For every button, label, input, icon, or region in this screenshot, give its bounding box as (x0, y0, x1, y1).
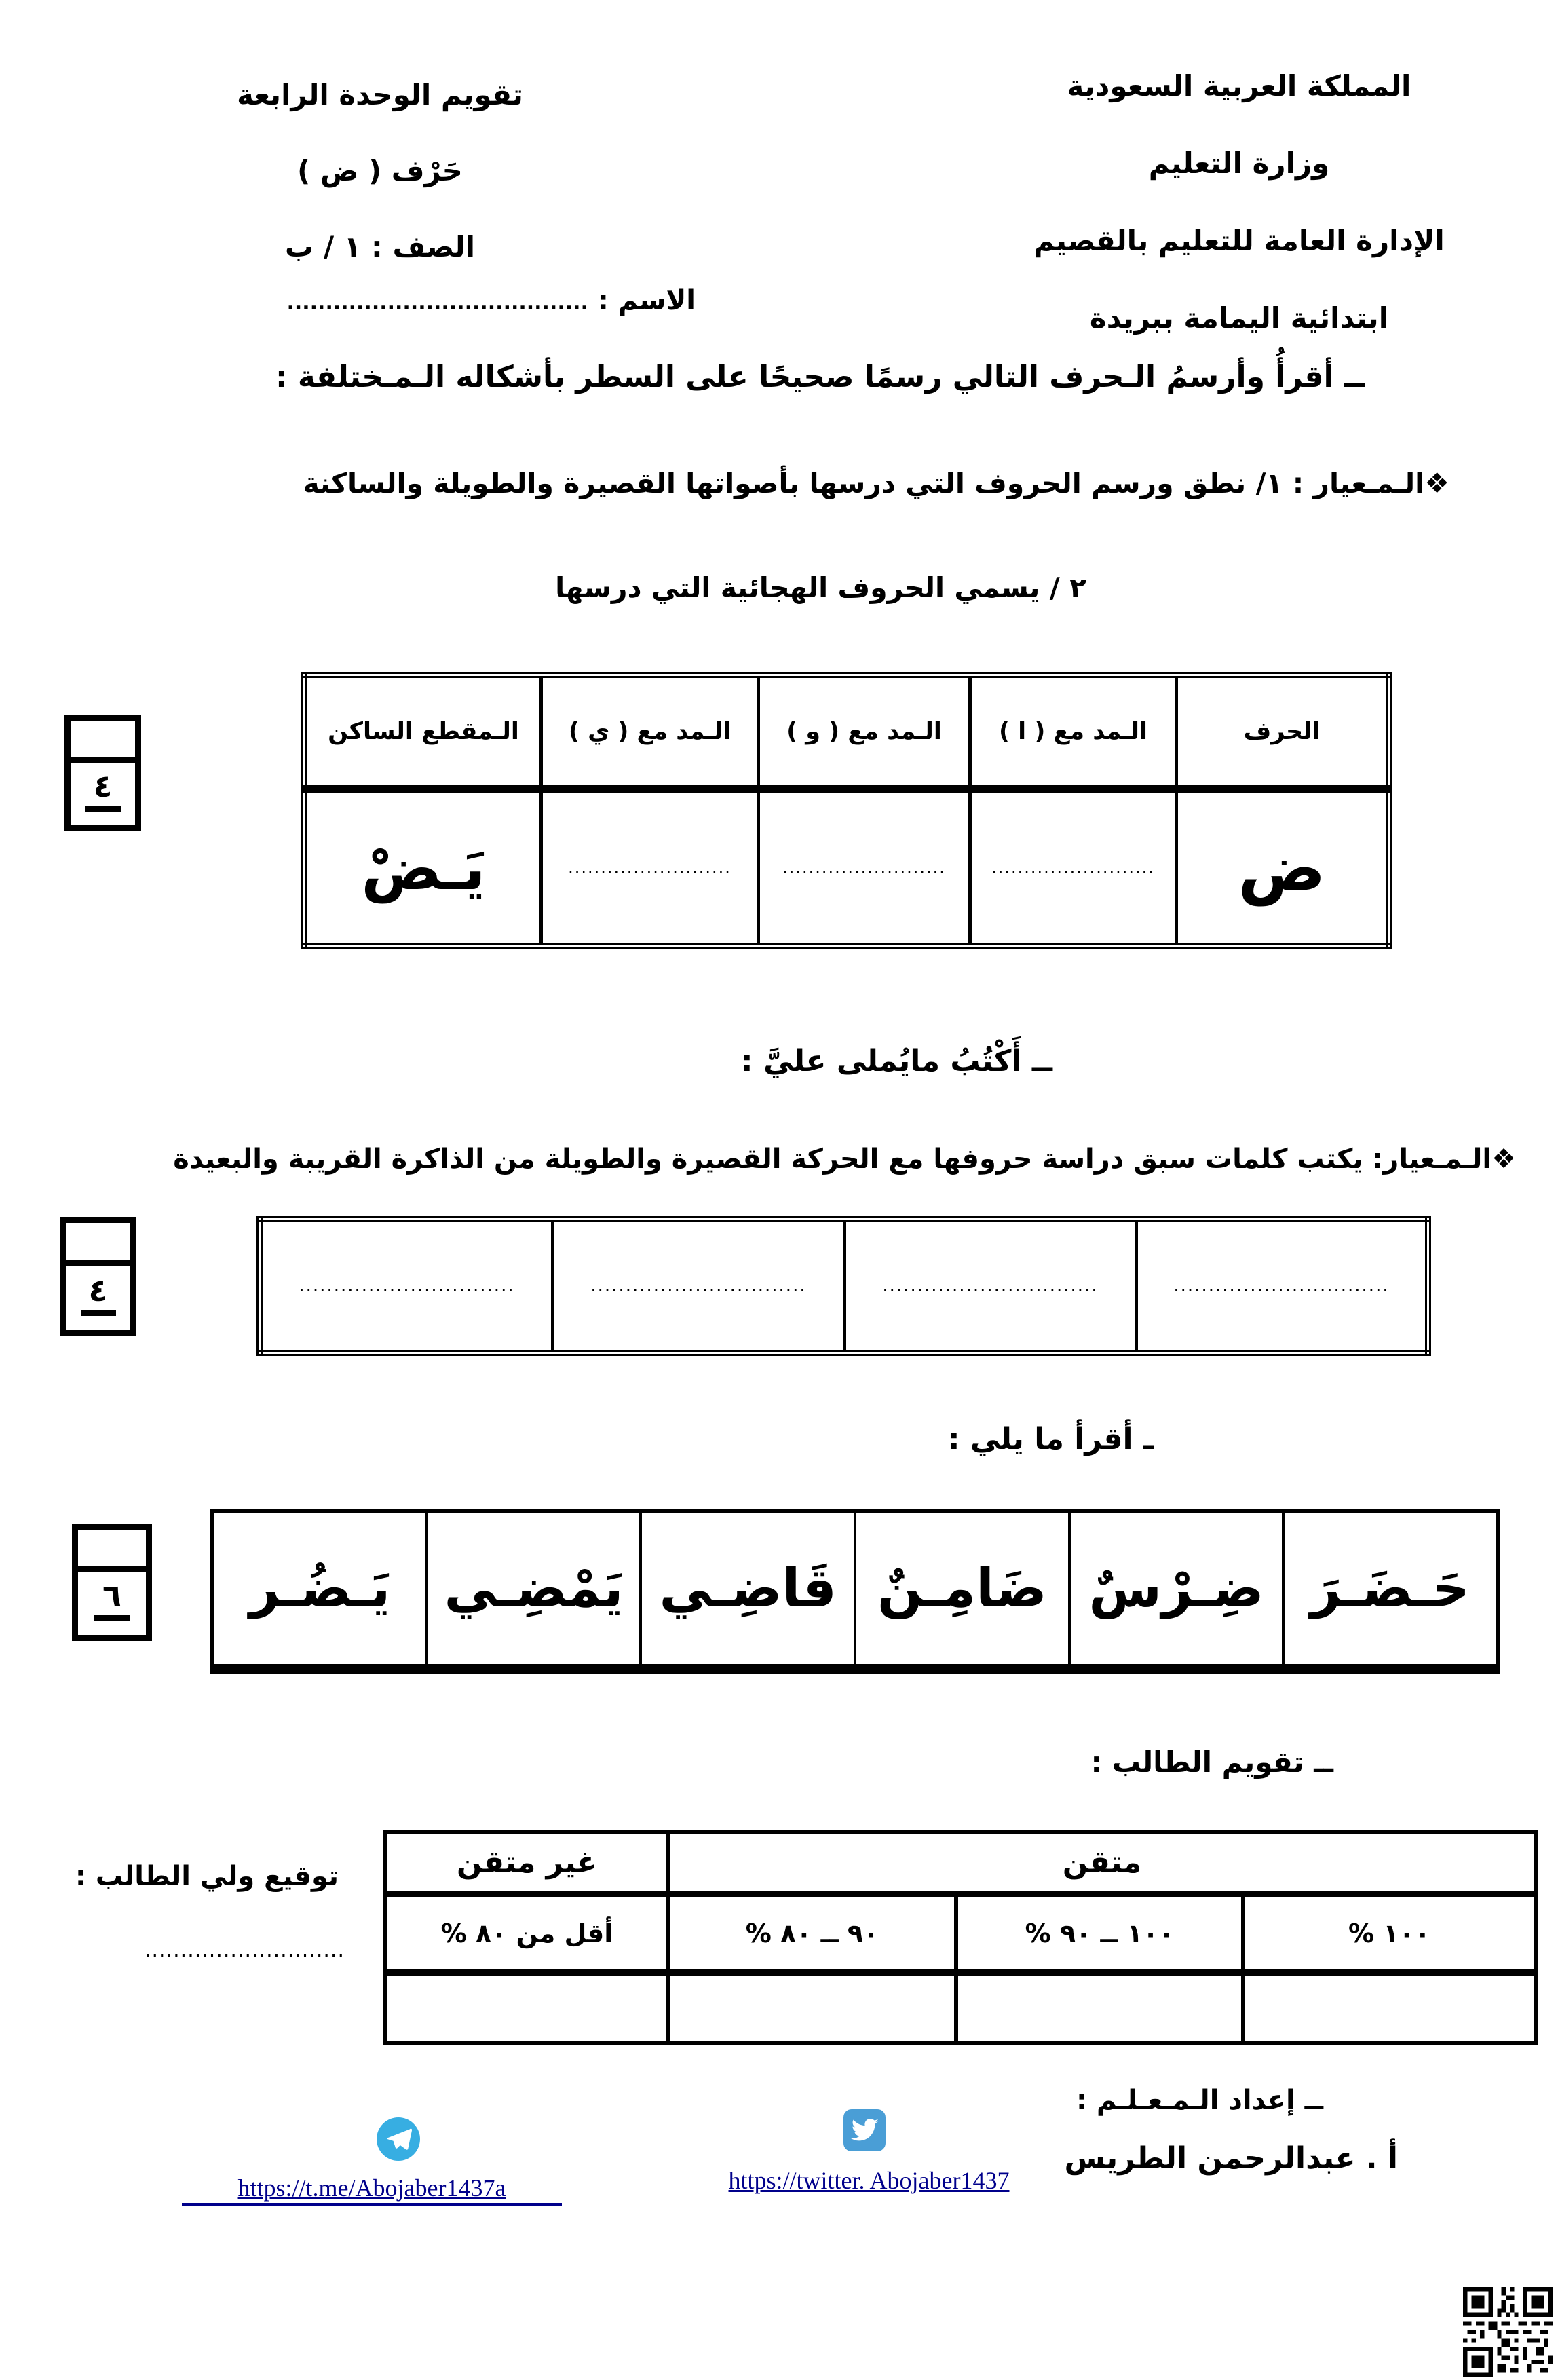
letter-forms-data-row (305, 789, 1389, 946)
twitter-icon[interactable] (843, 2109, 886, 2151)
twitter-bird-icon (850, 2115, 879, 2145)
task2-score-box (60, 1217, 136, 1336)
col-header-letter: الحرف (1177, 675, 1389, 789)
task2-score-empty-cell (66, 1223, 130, 1266)
col-header-madd-waw: الـمد مع ( و ) (759, 675, 970, 789)
unit-title: تقويم الوحدة الرابعة (237, 78, 523, 111)
task2-standard: ❖الـمـعيار: يكتب كلمات سبق دراسة حروفها مع الحركة القصيرة والطويلة من الذاكرة القريبة والبعيدة (173, 1144, 1516, 1175)
reading-word-2: ضِـرْسٌ (1069, 1511, 1284, 1669)
evaluation-ranges-row (385, 1894, 1536, 1972)
task2-instruction: ــ أَكْتُبُ مايُملى عليَّ : (741, 1044, 1052, 1078)
letter-title: حَرْف ( ض ) (297, 154, 463, 187)
reading-word-6: يَـضُـر (212, 1511, 427, 1669)
task1-standard-1: ❖الـمـعيار : ١/ نطق ورسم الحروف التي درسها بأصواتها القصيرة والطويلة والساكنة (303, 467, 1449, 499)
task2-score-value: ٤ (88, 1272, 108, 1308)
student-name-line (41, 285, 696, 316)
col-header-madd-alif: الـمد مع ( ا ) (970, 675, 1177, 789)
mark-cell-90-80 (668, 1972, 956, 2043)
evaluation-header-row (385, 1832, 1536, 1894)
task1-score-value: ٤ (93, 768, 113, 804)
prepared-by-label: ــ إعداد الـمـعـلـم : (1076, 2085, 1323, 2116)
ministry-line-country: المملكة العربية السعودية (1067, 69, 1411, 102)
dictation-blank-3: ............................... (553, 1220, 845, 1353)
dictation-table (256, 1216, 1431, 1356)
range-90-80: ٩٠ ــ ٨٠ % (668, 1894, 956, 1972)
task1-score-box (64, 715, 141, 831)
letter-forms-table (301, 672, 1392, 949)
cell-blank-madd-waw: ......................... (759, 789, 970, 946)
telegram-link[interactable]: https://t.me/Abojaber1437a (182, 2174, 562, 2206)
reading-word-3: ضَامِـنٌ (855, 1511, 1069, 1669)
task3-score-underline (94, 1615, 130, 1621)
ministry-line-ministry: وزارة التعليم (1148, 147, 1330, 180)
guardian-signature-blank: ............................ (144, 1938, 345, 1962)
range-100: ١٠٠ % (1243, 1894, 1536, 1972)
task3-score-value: ٦ (102, 1577, 122, 1614)
cell-silent-syllable: يَـضْ (305, 789, 542, 946)
dictation-blank-2: ............................... (845, 1220, 1137, 1353)
task3-score-empty-cell (78, 1530, 146, 1572)
col-header-silent-syllable: الـمقطع الساكن (305, 675, 542, 789)
telegram-plane-icon (385, 2126, 412, 2153)
name-blank: ....................................... (286, 291, 588, 315)
mark-cell-below-80 (385, 1972, 668, 2043)
task1-score-empty-cell (71, 721, 135, 763)
reading-word-1: حَـضَـرَ (1283, 1511, 1498, 1669)
dictation-row (260, 1220, 1428, 1353)
evaluation-title: ــ تقويم الطالب : (1090, 1745, 1333, 1779)
ministry-header (940, 48, 1538, 357)
name-label: الاسم : (597, 285, 696, 316)
teacher-name: أ . عبدالرحمن الطريس (1064, 2141, 1398, 2176)
ministry-line-school: ابتدائية اليمامة ببريدة (1089, 301, 1389, 335)
reading-words-row (212, 1511, 1498, 1669)
twitter-link[interactable]: https://twitter. Abojaber1437 (728, 2167, 1010, 2194)
task3-score-box (72, 1524, 152, 1641)
task2-score-cell (66, 1266, 130, 1324)
range-below-80: أقل من ٨٠ % (385, 1894, 668, 1972)
cell-blank-madd-alif: ......................... (970, 789, 1177, 946)
range-100-90: ١٠٠ ــ ٩٠ % (956, 1894, 1243, 1972)
reading-word-5: يَمْضِـي (427, 1511, 641, 1669)
mastered-header: متقن (668, 1832, 1536, 1894)
task1-score-underline (86, 806, 121, 812)
telegram-icon[interactable] (377, 2117, 420, 2161)
reading-word-4: قَاضِـي (641, 1511, 855, 1669)
guardian-signature-label: توقيع ولي الطالب : (75, 1861, 339, 1892)
not-mastered-header: غير متقن (385, 1832, 668, 1894)
mark-cell-100 (1243, 1972, 1536, 2043)
ministry-line-administration: الإدارة العامة للتعليم بالقصيم (1033, 224, 1445, 257)
task3-score-cell (78, 1572, 146, 1629)
task1-standard-2: ٢ / يسمي الحروف الهجائية التي درسها (555, 571, 1086, 604)
dictation-blank-1: ............................... (1137, 1220, 1428, 1353)
letter-forms-header-row (305, 675, 1389, 789)
task3-instruction: ـ أقرأ ما يلي : (947, 1422, 1154, 1456)
grade-label: الصف : ١ / ب (284, 230, 476, 263)
task1-instruction: ــ أقرأُ وأرسمُ الـحرف التالي رسمًا صحيحًا على السطر بأشكاله الـمـختلفة : (276, 360, 1365, 394)
evaluation-marks-row (385, 1972, 1536, 2043)
dictation-blank-4: ............................... (260, 1220, 553, 1353)
mark-cell-100-90 (956, 1972, 1243, 2043)
reading-words-table (210, 1509, 1500, 1674)
cell-blank-madd-ya: ......................... (542, 789, 759, 946)
task2-score-underline (81, 1310, 116, 1316)
evaluation-table (383, 1830, 1538, 2045)
left-header (163, 57, 597, 285)
qr-code (1463, 2287, 1553, 2377)
task1-score-cell (71, 763, 135, 819)
col-header-madd-ya: الـمد مع ( ي ) (542, 675, 759, 789)
cell-letter-dad: ض (1177, 789, 1389, 946)
